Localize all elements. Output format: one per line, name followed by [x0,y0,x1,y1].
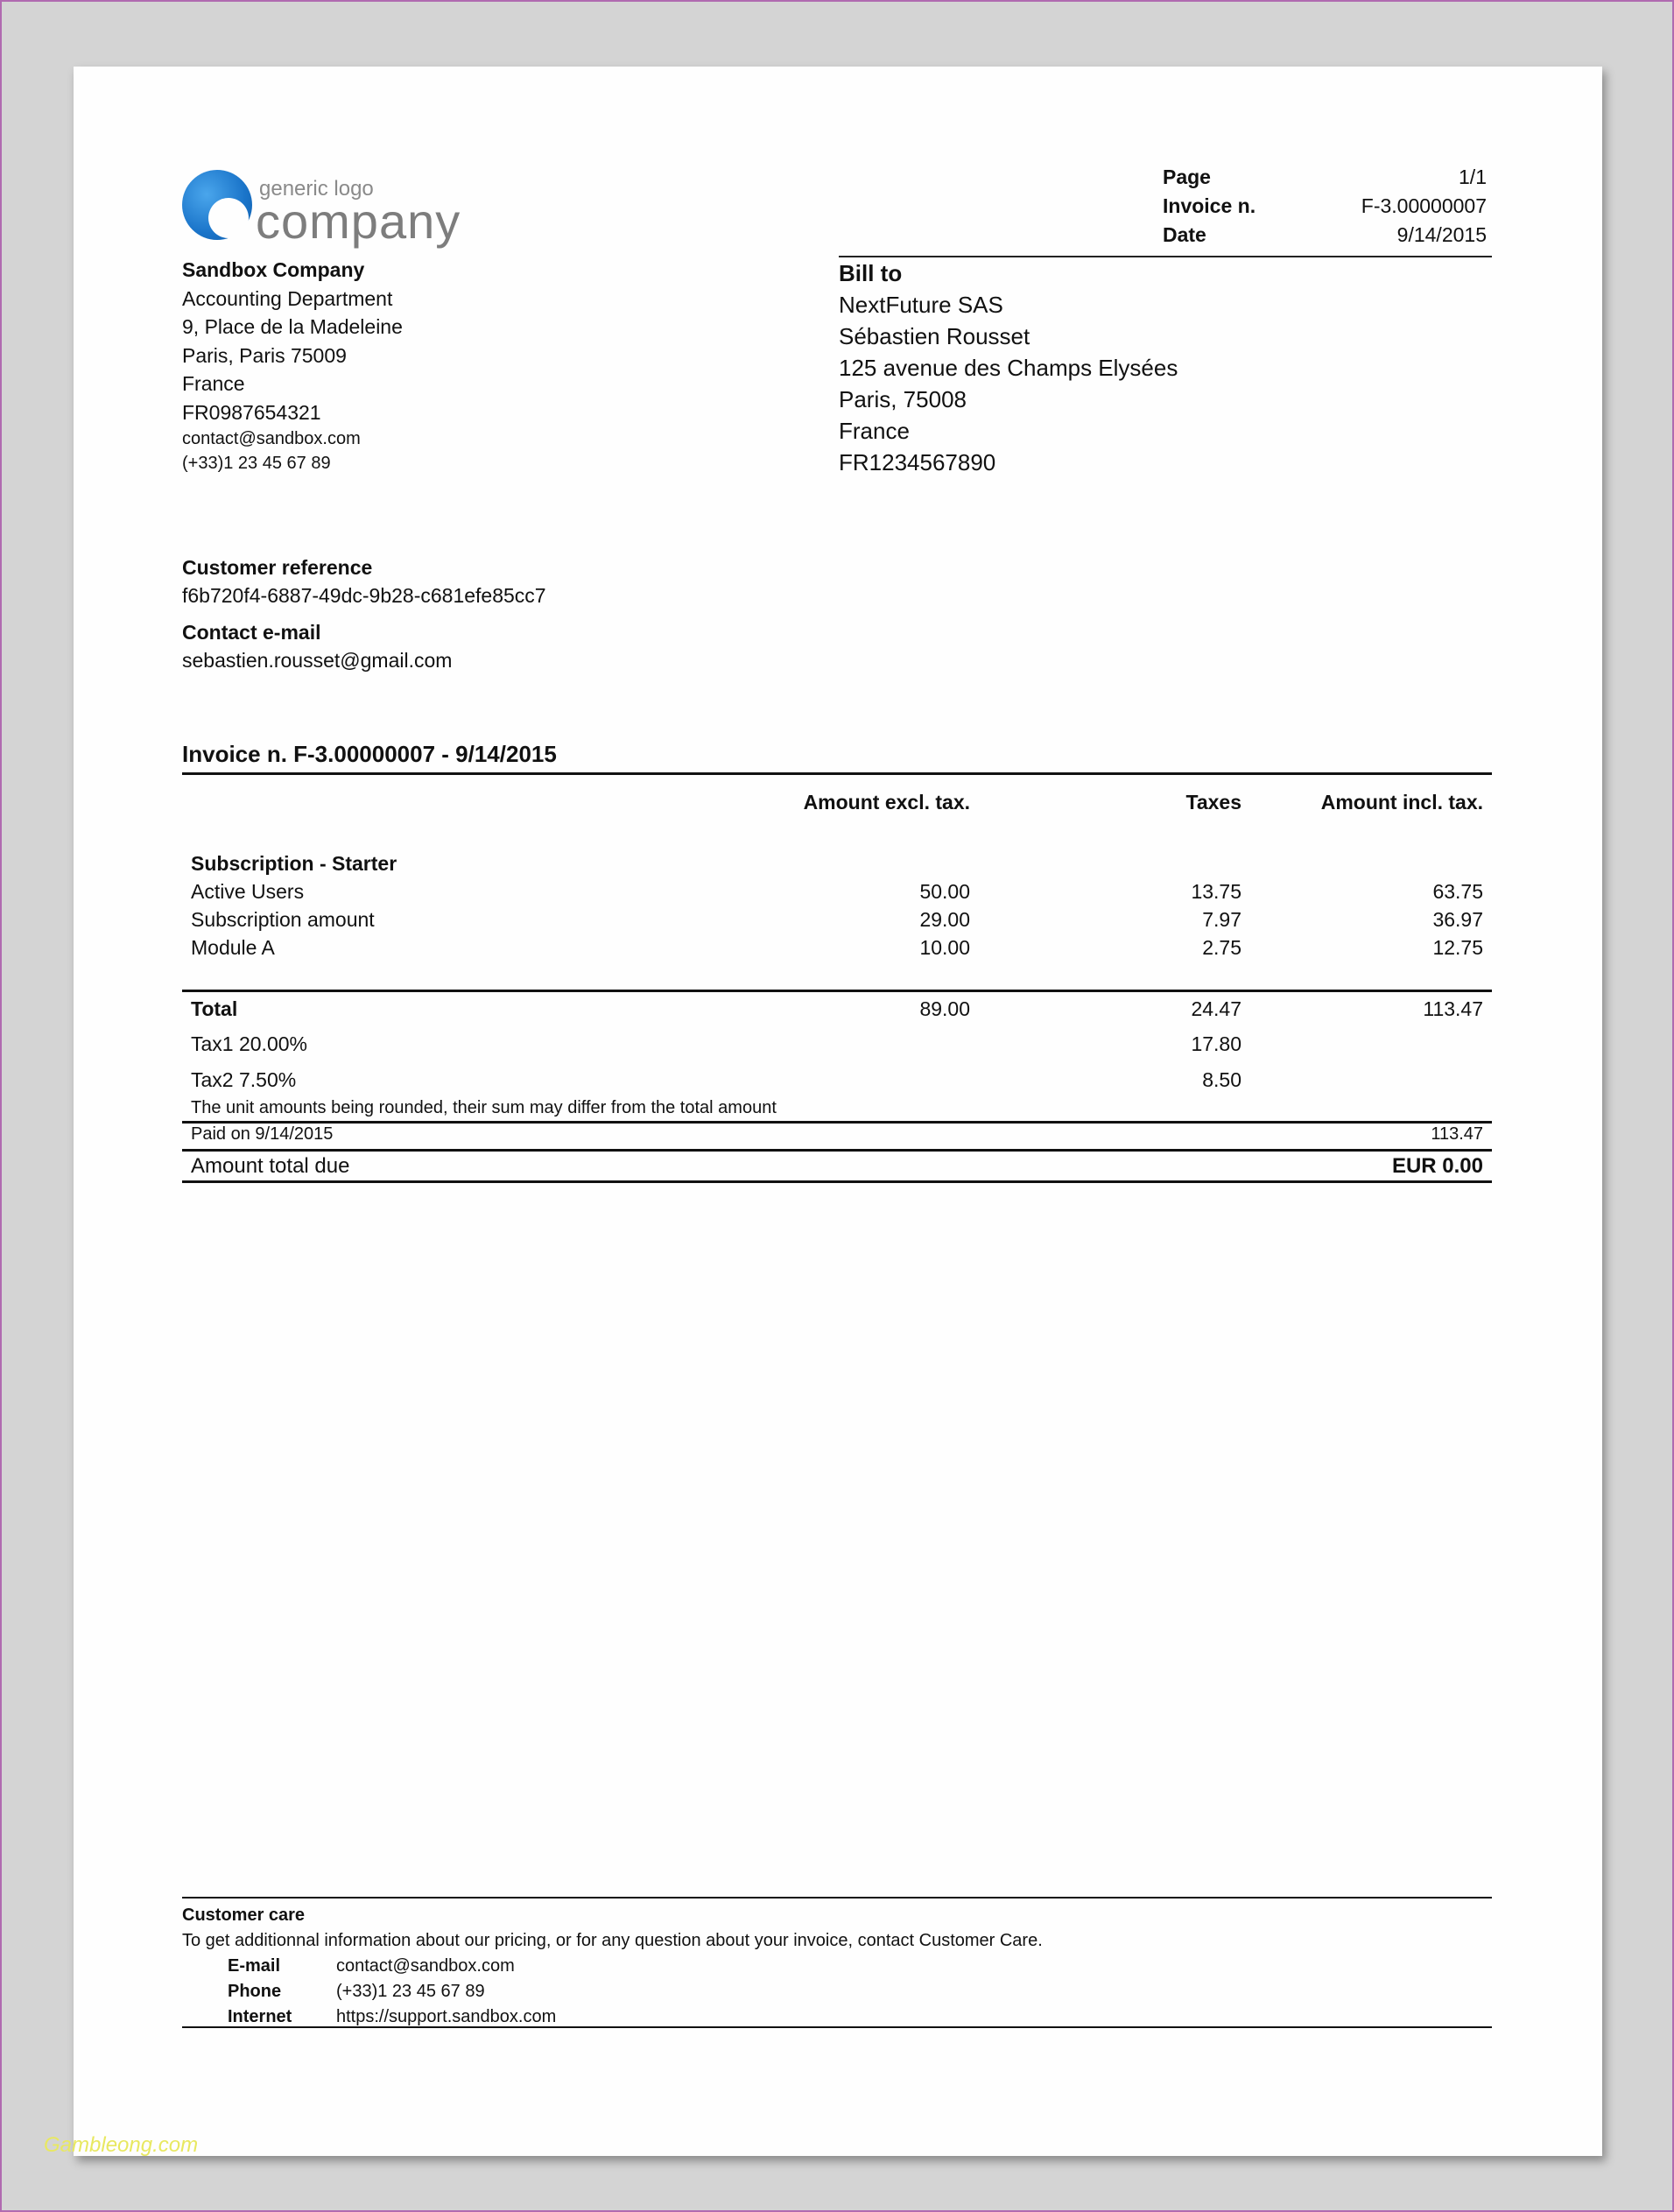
care-phone-label: Phone [228,1982,282,2001]
row-label: Active Users [191,879,305,903]
rounding-note: The unit amounts being rounded, their sum may differ from the total amount [191,1098,777,1117]
due-bottom-divider [182,1180,1492,1183]
row-label: Subscription amount [191,907,375,931]
table-row [182,905,1492,933]
tax-value: 17.80 [1191,1032,1241,1055]
bill-to-country: France [839,418,910,444]
col-header-excl: Amount excl. tax. [803,790,970,814]
section-row [182,849,1492,877]
row-incl: 63.75 [1432,879,1483,903]
tax-row [182,1026,1492,1062]
meta-value: F-3.00000007 [1361,194,1487,217]
invoice-page [74,67,1602,2156]
paid-label: Paid on 9/14/2015 [191,1124,334,1144]
reference-block [182,553,546,674]
total-incl: 113.47 [1423,997,1483,1020]
watermark: Gambleong.com [44,2133,199,2157]
section-label: Subscription - Starter [191,851,397,875]
logo-circle-icon [182,170,252,240]
care-internet-label: Internet [228,2007,292,2026]
title-divider [182,772,1492,775]
bill-to-person: Sébastien Rousset [839,323,1030,349]
total-label: Total [191,997,238,1020]
invoice-meta [1163,163,1487,250]
sender-country: France [182,372,245,395]
contact-email-value: sebastien.rousset@gmail.com [182,649,453,672]
row-excl: 29.00 [919,907,970,931]
tax-row [182,1062,1492,1098]
amount-due-row [182,1152,1492,1179]
logo-small-text: generic logo [259,177,374,201]
sender-email: contact@sandbox.com [182,429,361,448]
customer-care [182,1903,1492,2030]
sender-vat: FR0987654321 [182,400,321,424]
row-tax: 2.75 [1202,935,1241,959]
logo-big-text: company [256,194,461,249]
total-excl: 89.00 [919,997,970,1020]
items-table [182,783,1492,1098]
row-incl: 36.97 [1432,907,1483,931]
due-divider [182,1149,1492,1152]
care-email-label: E-mail [228,1956,281,1976]
sender-name: Sandbox Company [182,258,365,281]
care-bottom-divider [182,2026,1492,2028]
care-text: To get additionnal information about our pricing, or for any question about your invoice, contact Customer Care. [182,1931,1043,1950]
meta-value: 9/14/2015 [1396,223,1487,246]
meta-value: 1/1 [1459,166,1487,188]
tax-label: Tax1 20.00% [191,1032,307,1055]
contact-email-label: Contact e-mail [182,621,321,644]
care-heading: Customer care [182,1906,306,1925]
row-tax: 7.97 [1202,907,1241,931]
care-contacts [182,1954,1492,2030]
sender-street: 9, Place de la Madeleine [182,315,403,338]
meta-row-date [1163,221,1487,250]
row-incl: 12.75 [1432,935,1483,959]
due-value: EUR 0.00 [1391,1154,1483,1178]
customer-ref-label: Customer reference [182,556,373,579]
care-email: contact@sandbox.com [336,1956,515,1976]
invoice-title: Invoice n. F-3.00000007 - 9/14/2015 [182,741,557,767]
meta-row-page [1163,163,1487,192]
care-top-divider [182,1897,1492,1899]
sender-phone: (+33)1 23 45 67 89 [182,454,331,473]
sender-city: Paris, Paris 75009 [182,343,347,367]
meta-row-invoice [1163,192,1487,221]
row-label: Module A [191,935,275,959]
sender-dept: Accounting Department [182,286,393,310]
total-tax: 24.47 [1191,997,1241,1020]
care-phone: (+33)1 23 45 67 89 [336,1982,485,2001]
table-row [182,933,1492,962]
row-tax: 13.75 [1191,879,1241,903]
total-row [182,991,1492,1026]
bill-to-heading: Bill to [839,260,903,286]
tax-value: 8.50 [1202,1067,1241,1091]
meta-label: Invoice n. [1163,194,1256,217]
meta-label: Date [1163,223,1206,246]
paid-value: 113.47 [1431,1124,1483,1144]
care-internet: https://support.sandbox.com [336,2007,557,2026]
company-logo [182,170,480,257]
bill-to-address [839,257,1178,478]
tax-label: Tax2 7.50% [191,1067,297,1091]
due-label: Amount total due [191,1154,350,1178]
bill-to-vat: FR1234567890 [839,449,996,476]
col-header-taxes: Taxes [1185,790,1241,814]
bill-to-city: Paris, 75008 [839,386,967,412]
row-excl: 50.00 [919,879,970,903]
col-header-incl: Amount incl. tax. [1320,790,1483,814]
row-excl: 10.00 [919,935,970,959]
bill-to-street: 125 avenue des Champs Elysées [839,355,1178,381]
sender-address [182,256,403,476]
meta-label: Page [1163,166,1211,188]
paid-row [182,1123,1492,1147]
table-row [182,877,1492,905]
bill-to-company: NextFuture SAS [839,292,1003,318]
table-header-row [182,783,1492,821]
customer-ref-value: f6b720f4-6887-49dc-9b28-c681efe85cc7 [182,584,546,607]
